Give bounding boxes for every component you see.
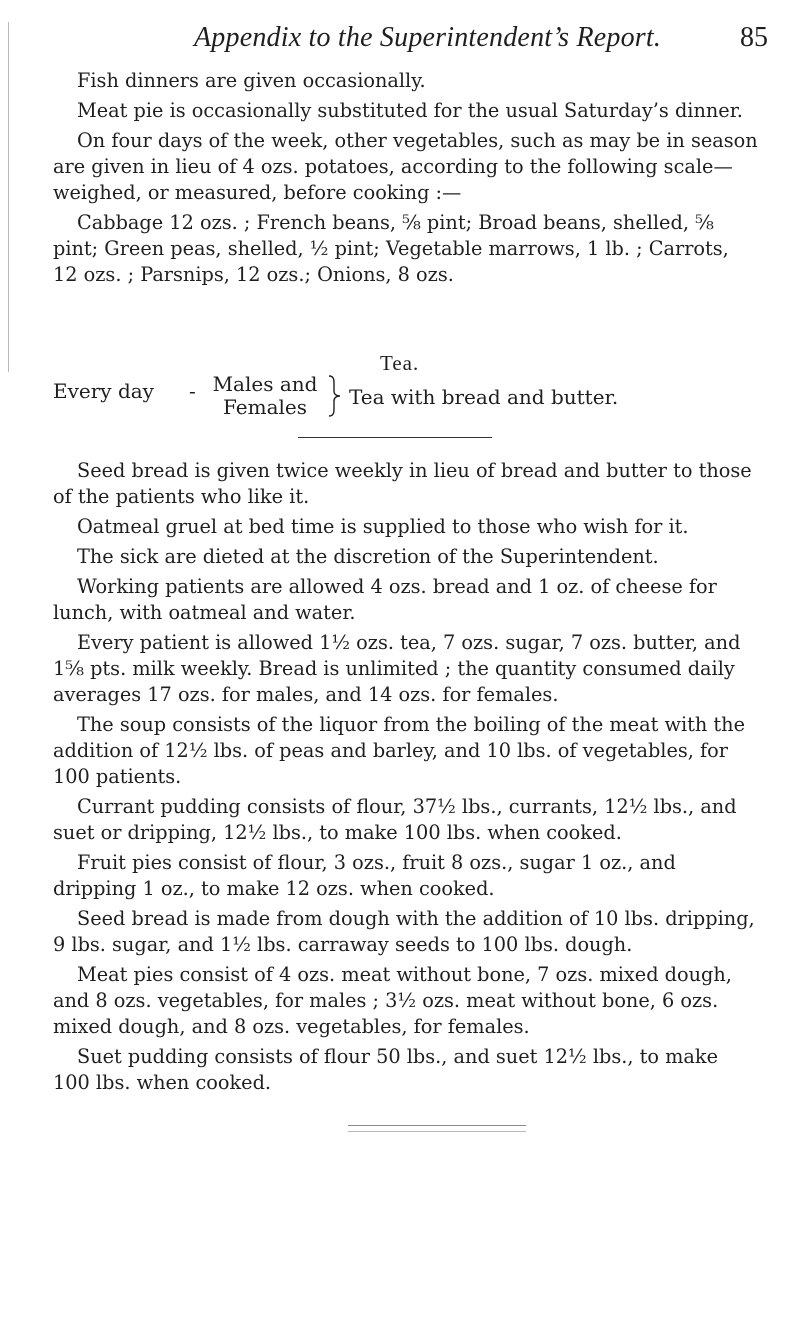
paragraph-oatmeal-gruel: Oatmeal gruel at bed time is supplied to those who wish for it. xyxy=(77,515,689,538)
paragraph-vegetable-list: Cabbage 12 ozs. ; French beans, ⅝ pint; Broad beans, shelled, ⅝ pint; Green peas, shelled, ½ pint; Vegetable marrows, 1 lb. ; Carrots, 12 ozs. ; Parsnips, 12 ozs.; Onions, 8 ozs. xyxy=(53,211,729,286)
paragraph-weekly-allowance: Every patient is allowed 1½ ozs. tea, 7 ozs. sugar, 7 ozs. butter, and 1⅝ pts. milk weekly. Bread is unlimited ; the quantity consumed daily averages 17 ozs. for males, and 14 ozs. for females. xyxy=(53,631,741,706)
paragraph-currant-pudding: Currant pudding consists of flour, 37½ lbs., currants, 12½ lbs., and suet or dripping, 12½ lbs., to make 100 lbs. when cooked. xyxy=(53,795,737,844)
tea-recipient-line-1: Males and xyxy=(212,372,318,396)
section-divider xyxy=(298,437,492,438)
section-title-tea: Tea. xyxy=(380,351,420,375)
right-brace-icon xyxy=(327,374,343,418)
paragraph-vegetables-scale: On four days of the week, other vegetables, such as may be in season are given in lieu of 4 ozs. potatoes, according to the following scale—weighed, or measured, before cooking :— xyxy=(53,129,758,204)
paragraph-working-patients: Working patients are allowed 4 ozs. bread and 1 oz. of cheese for lunch, with oatmeal and water. xyxy=(53,575,717,624)
bottom-rule-lower xyxy=(348,1131,526,1132)
paragraph-seed-bread-recipe: Seed bread is made from dough with the addition of 10 lbs. dripping, 9 lbs. sugar, and 1½ lbs. carraway seeds to 100 lbs. dough. xyxy=(53,907,755,956)
tea-recipients xyxy=(206,373,324,419)
paragraph-sick-dieted: The sick are dieted at the discretion of the Superintendent. xyxy=(77,545,659,568)
page-edge-line xyxy=(8,22,9,372)
paragraph-meat-pie: Meat pie is occasionally substituted for the usual Saturday’s dinner. xyxy=(77,99,743,122)
paragraph-meat-pies: Meat pies consist of 4 ozs. meat without bone, 7 ozs. mixed dough, and 8 ozs. vegetables, for males ; 3½ ozs. meat without bone, 6 ozs. mixed dough, and 8 ozs. vegetables, for females. xyxy=(53,963,732,1038)
tea-allocation-row xyxy=(53,373,758,437)
paragraph-seed-bread: Seed bread is given twice weekly in lieu of bread and butter to those of the patients who like it. xyxy=(53,459,752,508)
tea-recipient-line-2: Females xyxy=(222,395,307,419)
paragraph-fruit-pies: Fruit pies consist of flour, 3 ozs., fruit 8 ozs., sugar 1 oz., and dripping 1 oz., to make 12 ozs. when cooked. xyxy=(53,851,676,900)
tea-description: Tea with bread and butter. xyxy=(349,385,619,409)
tea-every-day: Every day xyxy=(53,379,154,403)
page-number: 85 xyxy=(740,22,768,53)
running-header: Appendix to the Superintendent’s Report. xyxy=(194,22,662,53)
bottom-text-block xyxy=(53,458,758,1100)
top-text-block xyxy=(53,68,758,288)
bottom-rule-upper xyxy=(348,1125,526,1126)
tea-dash: - xyxy=(189,379,196,403)
paragraph-fish-dinners: Fish dinners are given occasionally. xyxy=(77,69,426,92)
paragraph-suet-pudding: Suet pudding consists of flour 50 lbs., and suet 12½ lbs., to make 100 lbs. when cooked. xyxy=(53,1045,719,1094)
paragraph-soup: The soup consists of the liquor from the boiling of the meat with the addition of 12½ lbs. of peas and barley, and 10 lbs. of vegetables, for 100 patients. xyxy=(53,713,745,788)
